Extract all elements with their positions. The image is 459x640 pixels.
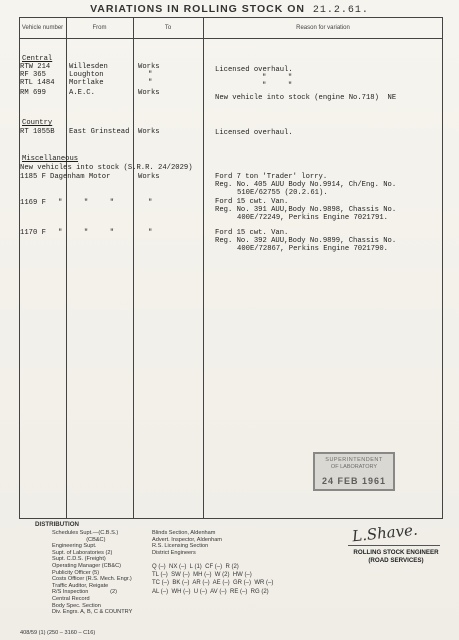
distribution-item: Supt. of Laboratories (2) (52, 549, 113, 556)
vehicle-number: RF 365 (20, 71, 46, 79)
reason-text: New vehicle into stock (engine No.718) NE (215, 94, 397, 102)
district-codes (152, 563, 273, 596)
from-location: " " " (58, 199, 115, 207)
to-location: Works (138, 128, 160, 136)
column-divider (203, 17, 204, 519)
signature-line (348, 545, 440, 546)
to-location: " (148, 79, 153, 87)
distribution-item: Schedules Supt.—(C.B.S.) (52, 530, 119, 536)
reason-text: Licensed overhaul. (215, 66, 293, 74)
reason-text: 400E/72867, Perkins Engine 7021790. (237, 245, 388, 253)
signatory-title-line: ROLLING STOCK ENGINEER (353, 549, 439, 556)
signatory-title-line: (ROAD SERVICES) (368, 557, 424, 564)
reason-text: Reg. No. 392 AUU,Body No.9899, Chassis No. (215, 237, 397, 245)
distribution-list-left (52, 530, 132, 616)
from-location: Mortlake (69, 79, 104, 87)
distribution-list-right (152, 530, 222, 556)
report-date: 21.2.61. (312, 5, 369, 16)
stamp-line: OF LABORATORY (330, 464, 378, 470)
section-central: Central (22, 55, 53, 63)
document-title (0, 3, 459, 16)
distribution-item: Div. Engrs. A, B, C & COUNTRY (52, 609, 133, 616)
section-country: Country (22, 119, 53, 127)
to-location: Works (138, 63, 160, 71)
reason-text: Reg. No. 391 AUU,Body No.9898, Chassis No. (215, 206, 397, 214)
vehicle-number: 1169 F (20, 199, 46, 207)
vehicle-number: 1185 F (20, 173, 46, 181)
distribution-item: R/S Inspection (2) (52, 589, 117, 596)
reason-text: " " (262, 82, 293, 90)
vehicle-number: 1170 F (20, 229, 46, 237)
reason-text: Reg. No. 405 AUU Body No.9914, Ch/Eng. No. (215, 181, 397, 189)
header-reason: Reason for variation (296, 24, 350, 31)
district-code-row: TL (–) SW (–) MH (–) W (2) HW (–) (152, 572, 252, 579)
reason-text: Ford 7 ton 'Trader' lorry. (215, 173, 328, 181)
reason-text: 400E/72249, Perkins Engine 7021791. (237, 214, 388, 222)
signatory-title (350, 549, 442, 565)
from-location: " " " (58, 229, 115, 237)
distribution-item: Operating Manager (CB&C) (52, 562, 122, 569)
distribution-item: Costs Officer (R.S. Mech. Engr.) (52, 576, 132, 583)
header-divider (19, 38, 443, 39)
to-location: Works (138, 173, 160, 181)
distribution-heading: DISTRIBUTION (35, 521, 79, 528)
title-text: VARIATIONS IN ROLLING STOCK ON (90, 3, 305, 15)
distribution-item: Engineering Supt. (52, 543, 97, 550)
to-location: Works (138, 89, 160, 97)
district-code-row: TC (–) BK (–) AR (–) AE (–) GR (–) WR (–) (152, 580, 274, 587)
to-location: " (148, 199, 153, 207)
district-code-row: AL (–) WH (–) U (–) AV (–) RE (–) RG (2) (152, 588, 269, 595)
from-location: Loughton (69, 71, 104, 79)
district-code-row: Q (–) NX (–) L (1) CF (–) R (2) (152, 564, 239, 570)
reason-text: Ford 15 cwt. Van. (215, 198, 289, 206)
stamp-line: SUPERINTENDENT (325, 457, 383, 463)
section-miscellaneous: Miscellaneous (22, 155, 79, 163)
distribution-item: Central Record (52, 595, 90, 602)
header-vehicle-number: Vehicle number (21, 24, 64, 31)
from-location: A.E.C. (69, 89, 95, 97)
from-location: East Grinstead (69, 128, 130, 136)
distribution-item: District Engineers (152, 549, 196, 556)
distribution-item: (CB&C) (52, 536, 106, 543)
vehicle-number: RTL 1484 (20, 79, 55, 87)
form-number: 408/59 (1) (250 – 3160 – C16) (20, 630, 96, 636)
column-divider (66, 17, 67, 519)
vehicle-number: RM 699 (20, 89, 46, 97)
header-to: To (164, 24, 172, 31)
reason-text: 510E/62755 (20.2.61). (237, 189, 328, 197)
vehicle-number: RT 1055B (20, 128, 55, 136)
distribution-item: Body Spec. Section (52, 602, 101, 609)
signature: L.Shave. (351, 520, 419, 546)
distribution-item: Publicity Officer (5) (52, 569, 100, 576)
column-divider (133, 17, 134, 519)
reason-text: Licensed overhaul. (215, 129, 293, 137)
distribution-item: Supt. C.D.S. (Freight) (52, 556, 106, 563)
vehicle-number: RTW 214 (20, 63, 51, 71)
distribution-item: R.S. Licensing Section (152, 543, 209, 550)
header-from: From (92, 24, 107, 31)
to-location: " (148, 229, 153, 237)
distribution-item: Advert. Inspector, Aldenham (152, 536, 222, 543)
from-location: Dagenham Motor (50, 173, 111, 181)
stamp-date: 24 FEB 1961 (321, 476, 387, 486)
received-stamp (313, 452, 395, 491)
from-location: Willesden (69, 63, 108, 71)
distribution-item: Blinds Section, Aldenham (152, 530, 216, 536)
reason-text: " " (262, 74, 293, 82)
reason-text: Ford 15 cwt. Van. (215, 229, 289, 237)
distribution-item: Traffic Auditor, Reigate (52, 582, 109, 589)
to-location: " (148, 71, 153, 79)
misc-note: New vehicles into stock (S.R.R. 24/2029) (20, 164, 193, 172)
